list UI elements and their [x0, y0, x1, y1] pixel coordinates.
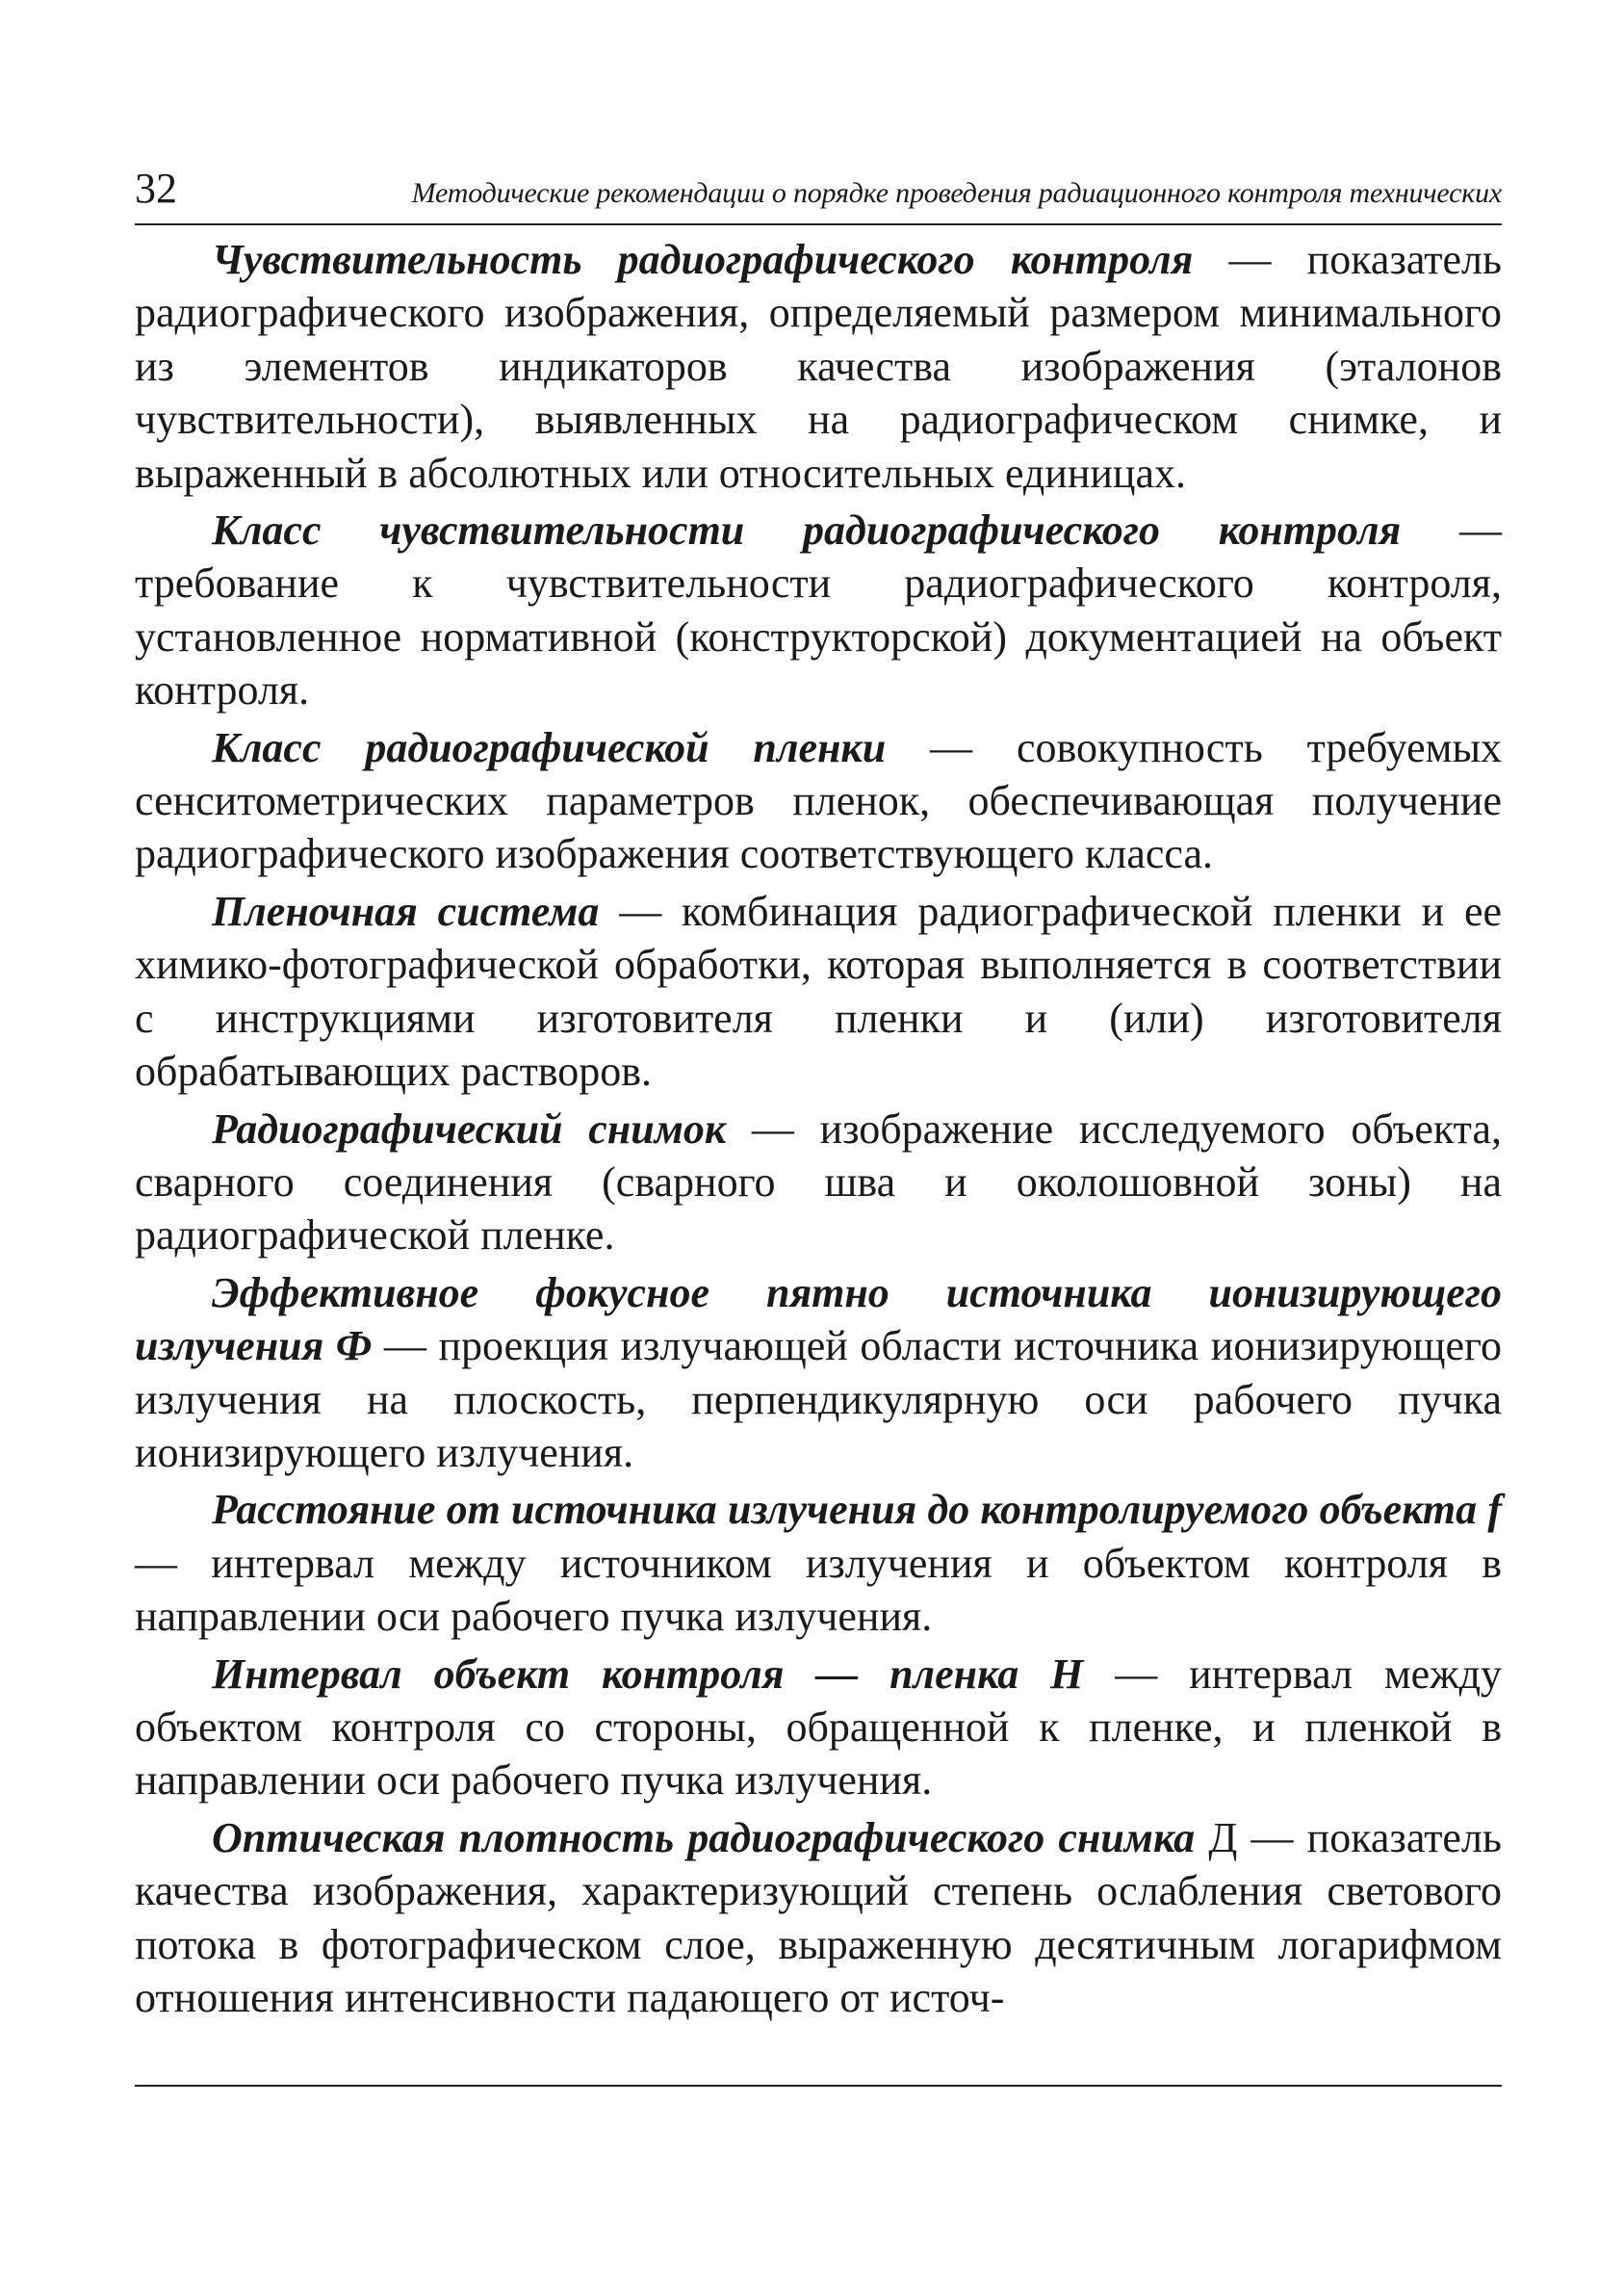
definition-paragraph [135, 1483, 1502, 1643]
definition-text: — интервал между источником излучения и объектом контроля в направлении оси рабочего пучка излучения. [135, 1539, 1502, 1641]
running-title: Методические рекомендации о порядке проведения радиационного контроля технических [411, 177, 1502, 209]
definition-term: Оптическая плотность радиографического снимка [212, 1813, 1196, 1861]
definition-term: Радиографический снимок [212, 1104, 727, 1153]
definition-term: Класс радиографической пленки [212, 723, 887, 771]
document-page [135, 164, 1502, 2028]
definition-paragraph [135, 233, 1502, 500]
definition-term: Эффективное фокусное пятно источника ионизирующего излучения Ф [135, 1268, 1502, 1370]
definition-term: Чувствительность радиографического контроля [212, 236, 1194, 283]
definition-paragraph [135, 1103, 1502, 1262]
definition-term: Пленочная система [212, 887, 600, 935]
definition-paragraph [135, 1811, 1502, 2025]
page-number: 32 [135, 165, 177, 212]
footnote-separator-rule [135, 2085, 1502, 2087]
definition-text: — совокупность требуемых сенситометрических параметров пленок, обеспечивающая получение радиографического изображения соответствующего класса. [135, 723, 1503, 878]
definition-text: — комбинация радиографической пленки и ее химико-фотографической обработки, которая выполняется в соответствии с инструкциями изготовителя пленки и (или) изготовителя обрабатывающих растворов. [135, 887, 1503, 1096]
definition-text: — интервал между объектом контроля со стороны, обращенной к пленке, и пленкой в направлении оси рабочего пучка излучения. [135, 1650, 1502, 1805]
definition-paragraph [135, 885, 1502, 1099]
definition-text: — показатель радиографического изображения, определяемый размером минимального из элементов индикаторов качества изображения (эталонов чувствительности), выявленных на радиографическом снимке, и выраженный в абсолютных или относительных единицах. [135, 236, 1502, 497]
definition-term: Расстояние от источника излучения до контролируемого объекта f [212, 1486, 1502, 1534]
definition-term: Интервал объект контроля — пленка H [212, 1650, 1084, 1698]
definition-paragraph [135, 721, 1502, 881]
definition-paragraph [135, 504, 1502, 717]
definition-text: — проекция излучающей области источника ионизирующего излучения на плоскость, перпендикулярную оси рабочего пучка ионизирующего излучения. [135, 1322, 1502, 1476]
definition-text: Д — показатель качества изображения, характеризующий степень ослабления светового потока в фотографическом слое, выраженную десятичным логарифмом отношения интенсивности падающего от источ- [135, 1813, 1502, 2021]
page-header [135, 164, 1502, 225]
definition-text: — требование к чувствительности радиографического контроля, установленное нормативной (конструкторской) документацией на объект контроля. [135, 507, 1502, 714]
definition-text: — изображение исследуемого объекта, сварного соединения (сварного шва и околошовной зоны) на радиографической пленке. [135, 1104, 1502, 1260]
body-text [135, 233, 1502, 2024]
definition-term: Класс чувствительности радиографического контроля [212, 507, 1402, 555]
definition-paragraph [135, 1266, 1502, 1480]
definition-paragraph [135, 1648, 1502, 1807]
